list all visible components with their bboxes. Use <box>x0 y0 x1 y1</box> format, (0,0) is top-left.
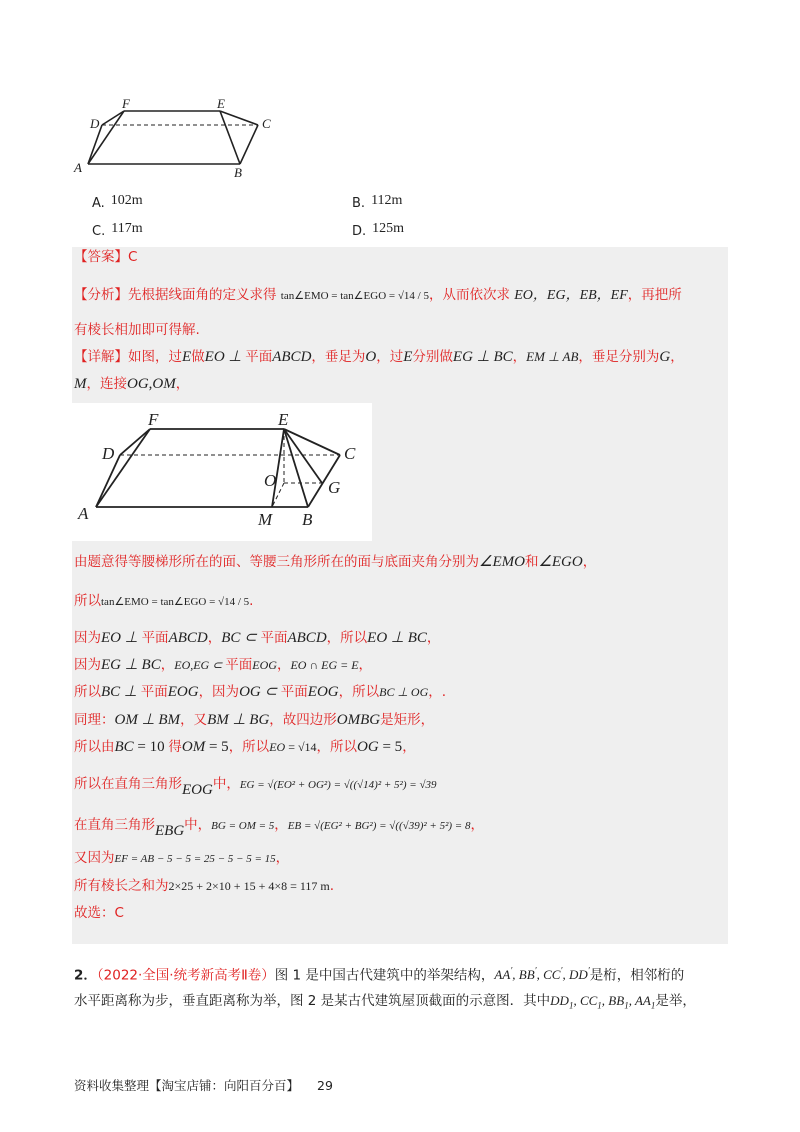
mid-label-o: O <box>264 471 277 490</box>
middle-figure <box>72 403 372 541</box>
detail-line-2: M，连接OG,OM， <box>74 376 190 392</box>
option-c-letter: C. <box>92 224 106 239</box>
mid-label-b: B <box>302 510 313 529</box>
option-d-letter: D. <box>352 224 367 239</box>
top-figure <box>72 92 292 182</box>
solution-line-1: 由题意得等腰梯形所在的面、等腰三角形所在的面与底面夹角分别为∠EMO和∠EGO， <box>74 554 597 570</box>
answer-value: C <box>128 249 138 265</box>
solution-line-7: 所以由BC = 10 得OM = 5，所以EO = √14，所以OG = 5， <box>74 739 416 755</box>
mid-label-a: A <box>78 504 89 523</box>
middle-figure-box <box>72 403 372 541</box>
mid-label-e: E <box>278 410 289 429</box>
solution-line-5: 所以BC ⊥ 平面EOG，因为OG ⊂ 平面EOG，所以BC ⊥ OG，. <box>74 684 447 700</box>
answer-line <box>74 247 137 267</box>
edge-ec <box>220 111 258 125</box>
solution-line-4: 因为EG ⊥ BC，EO,EG ⊂ 平面EOG，EO ∩ EG = E， <box>74 657 373 673</box>
question-2-line-1: 2．（2022·全国·统考新高考Ⅱ卷）图 1 是中国古代建筑中的举架结构，AA′, BB′, CC′, DD′是桁，相邻桁的 <box>74 966 685 984</box>
mid-label-f: F <box>148 410 159 429</box>
option-c-value: 117m <box>111 221 143 236</box>
question-2-line-2: 水平距离称为步，垂直距离称为举，图 2 是某古代建筑屋顶截面的示意图．其中$DD_1$, $CC_1$, $BB_1$, $AA_1$是举， <box>74 993 696 1011</box>
solution-line-8: 所以在直角三角形EOG中，EG = √(EO² + OG²) = √((√14)² + 5²) = √39 <box>74 776 437 798</box>
question-2-number: 2． <box>74 967 97 984</box>
footer-text: 资料收集整理【淘宝店铺：向阳百分百】 <box>74 1078 300 1093</box>
detail-tag: 【详解】 <box>74 349 128 365</box>
edge-cb <box>240 125 258 164</box>
mid-label-d: D <box>102 444 115 463</box>
answer-tag: 【答案】 <box>74 249 128 265</box>
option-a[interactable] <box>92 193 143 212</box>
edge-eb <box>220 111 240 164</box>
edge-df <box>102 111 124 125</box>
analysis-tag: 【分析】 <box>74 287 128 303</box>
label-e: E <box>217 96 225 111</box>
label-b: B <box>234 165 242 180</box>
analysis-line-1: 【分析】先根据线面角的定义求得 tan∠EMO = tan∠EGO = √14 / 5，从而依次求 EO，EG，EB，EF，再把所 <box>74 287 682 303</box>
option-a-letter: A. <box>92 196 105 211</box>
label-c: C <box>262 116 271 131</box>
solution-line-6: 同理：OM ⊥ BM，又BM ⊥ BG，故四边形OMBG是矩形， <box>74 712 435 728</box>
page-number: 29 <box>317 1078 333 1093</box>
solution-line-10: 又因为EF = AB − 5 − 5 = 25 − 5 − 5 = 15， <box>74 850 290 866</box>
label-a: A <box>74 160 82 175</box>
option-b-value: 112m <box>371 193 403 208</box>
mid-label-m: M <box>258 510 273 529</box>
option-b-letter: B. <box>352 196 366 211</box>
solution-line-9: 在直角三角形EBG中，BG = OM = 5，EB = √(EG² + BG²) = √((√39)² + 5²) = 8， <box>74 817 484 839</box>
label-f: F <box>122 96 130 111</box>
solution-line-3: 因为EO ⊥ 平面ABCD，BC ⊂ 平面ABCD，所以EO ⊥ BC， <box>74 630 441 646</box>
solution-line-11: 所有棱长之和为2×25 + 2×10 + 15 + 4×8 = 117 m. <box>74 878 335 894</box>
option-a-value: 102m <box>110 193 143 208</box>
label-d: D <box>90 116 100 131</box>
option-d-value: 125m <box>372 221 405 236</box>
option-b[interactable] <box>352 193 403 212</box>
option-d[interactable] <box>352 221 405 240</box>
analysis-items: EO，EG，EB，EF <box>514 288 628 303</box>
analysis-line-2: 有棱长相加即可得解. <box>74 322 200 338</box>
detail-line-1: 【详解】如图，过E做EO ⊥ 平面ABCD，垂足为O，过E分别做EG ⊥ BC，EM ⊥ AB，垂足分别为G， <box>74 349 684 365</box>
analysis-formula: tan∠EMO = tan∠EGO = √14 / 5 <box>280 290 429 302</box>
question-2-source: （2022·全国·统考新高考Ⅱ卷） <box>96 967 275 984</box>
solution-line-12: 故选：C <box>74 905 124 921</box>
page-footer <box>74 1076 333 1094</box>
option-c[interactable] <box>92 221 143 240</box>
solution-line-2: 所以tan∠EMO = tan∠EGO = √14 / 5. <box>74 593 254 609</box>
question-2 <box>74 958 730 1019</box>
mid-label-g: G <box>328 478 341 497</box>
mid-label-c: C <box>344 444 356 463</box>
